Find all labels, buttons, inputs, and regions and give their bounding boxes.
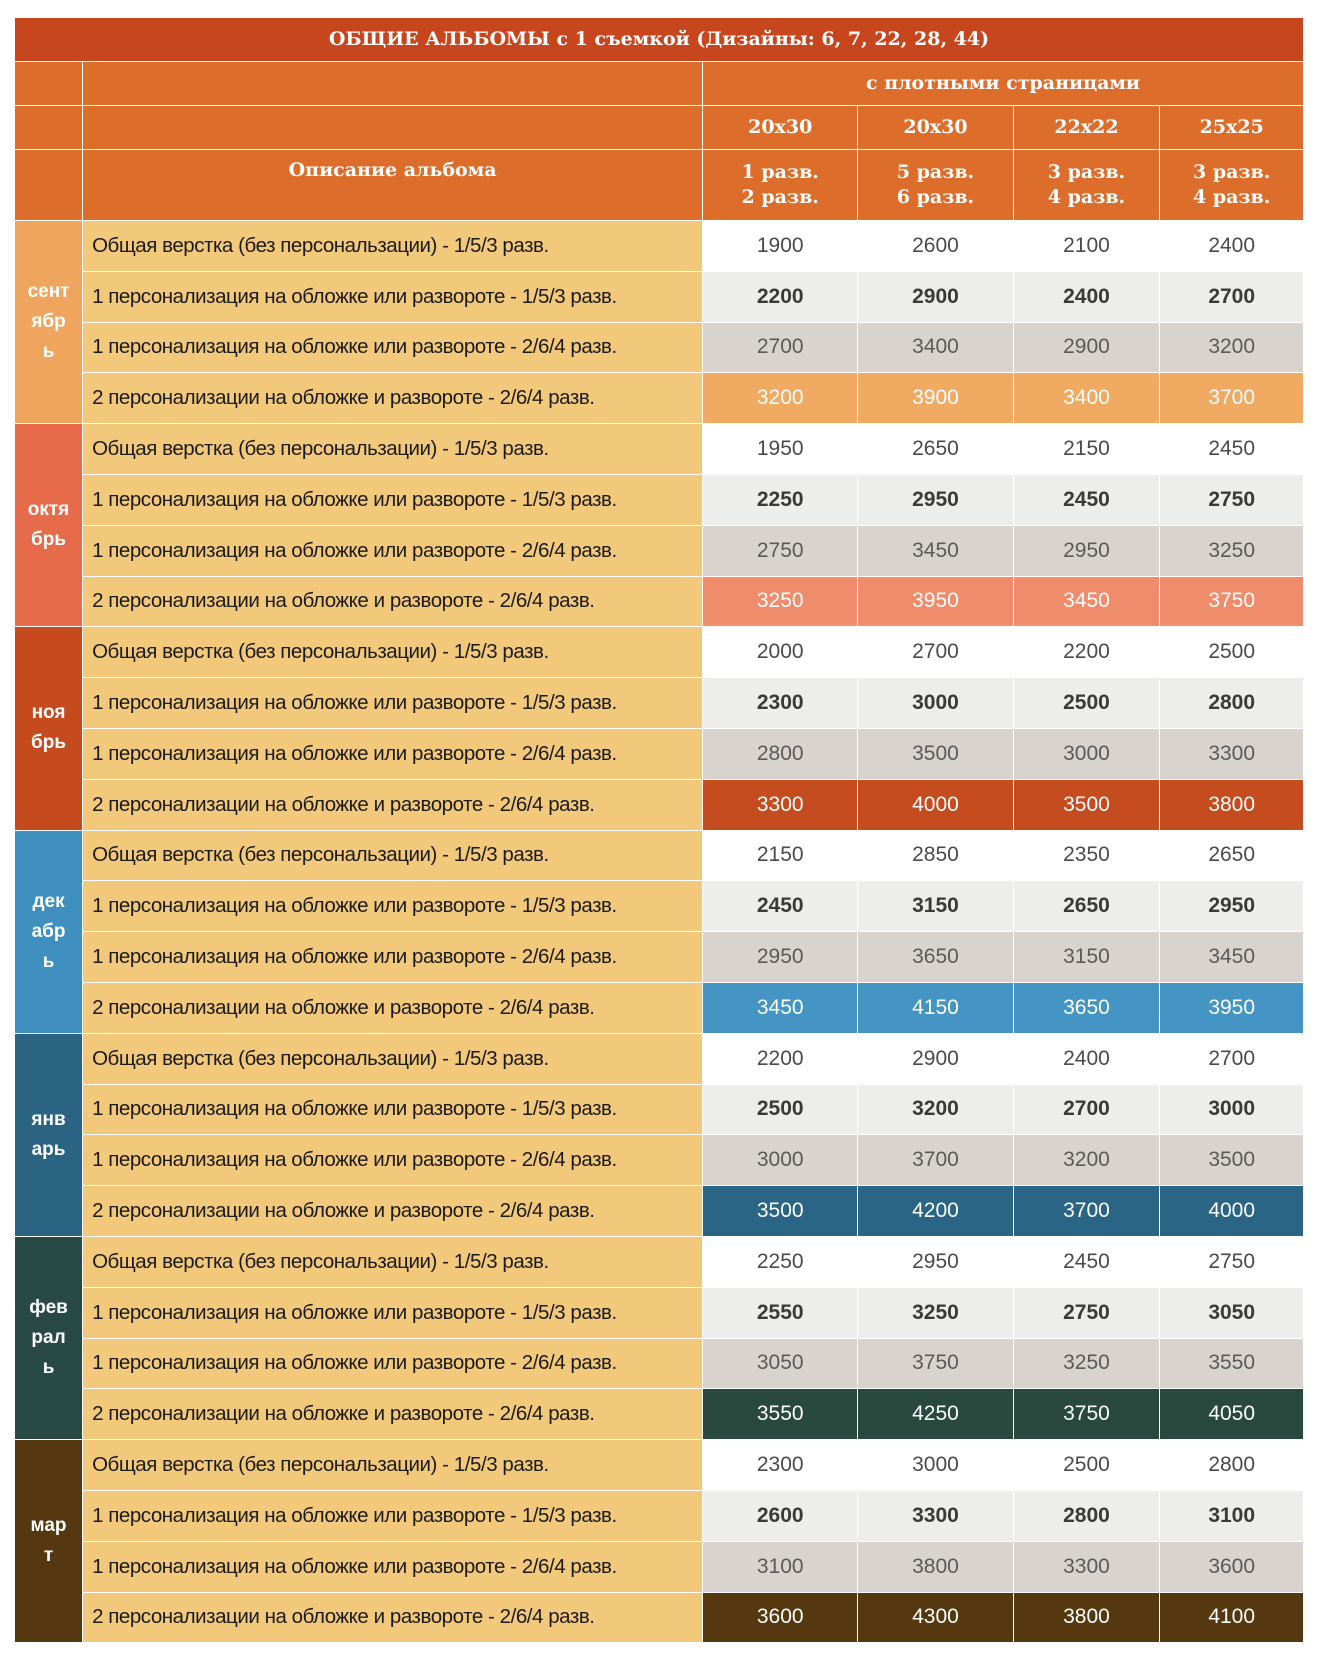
month-label-part: мар xyxy=(30,1515,67,1537)
table-row xyxy=(15,1592,1304,1643)
price-cell: 3950 xyxy=(1160,982,1304,1033)
price-cell: 2950 xyxy=(1013,525,1160,576)
price-cell: 3800 xyxy=(1013,1592,1160,1643)
price-cell: 3450 xyxy=(858,525,1013,576)
price-cell: 2950 xyxy=(1160,881,1304,932)
price-cell: 2800 xyxy=(703,728,858,779)
table-row xyxy=(15,830,1304,881)
price-cell: 2500 xyxy=(703,1084,858,1135)
table-row xyxy=(15,1135,1304,1186)
bottom-strip xyxy=(14,1649,1304,1662)
table-row xyxy=(15,1338,1304,1389)
price-cell: 2500 xyxy=(1013,678,1160,729)
price-cell: 2700 xyxy=(1160,271,1304,322)
row-description: Общая верстка (без персональзации) - 1/5/3 разв. xyxy=(83,830,703,881)
header-blank xyxy=(83,106,703,150)
price-cell: 2300 xyxy=(703,1440,858,1491)
table-row xyxy=(15,932,1304,983)
price-cell: 2150 xyxy=(1013,424,1160,475)
price-cell: 3500 xyxy=(1160,1135,1304,1186)
price-cell: 3500 xyxy=(703,1186,858,1237)
description-header: Описание альбома xyxy=(83,150,703,221)
month-label xyxy=(15,424,83,627)
row-description: 1 персонализация на обложке или развороте - 2/6/4 разв. xyxy=(83,1541,703,1592)
price-cell: 3250 xyxy=(703,576,858,627)
spreads-line: 3 разв. xyxy=(1192,161,1271,183)
table-row xyxy=(15,1033,1304,1084)
price-cell: 3550 xyxy=(703,1389,858,1440)
price-cell: 2900 xyxy=(858,271,1013,322)
price-cell: 2400 xyxy=(1160,221,1304,272)
row-description: 1 персонализация на обложке или развороте - 1/5/3 разв. xyxy=(83,474,703,525)
price-cell: 3250 xyxy=(858,1287,1013,1338)
spreads-header xyxy=(858,150,1013,221)
row-description: Общая верстка (без персональзации) - 1/5/3 разв. xyxy=(83,1033,703,1084)
price-cell: 2400 xyxy=(1013,271,1160,322)
row-description: 1 персонализация на обложке или развороте - 2/6/4 разв. xyxy=(83,322,703,373)
price-cell: 3000 xyxy=(858,678,1013,729)
table-row xyxy=(15,1287,1304,1338)
spreads-line: 4 разв. xyxy=(1047,186,1126,208)
price-cell: 2900 xyxy=(858,1033,1013,1084)
price-cell: 3400 xyxy=(1013,373,1160,424)
month-label-part: брь xyxy=(31,529,67,551)
table-row xyxy=(15,779,1304,830)
row-description: Общая верстка (без персональзации) - 1/5/3 разв. xyxy=(83,221,703,272)
price-cell: 2700 xyxy=(1013,1084,1160,1135)
table-row xyxy=(15,373,1304,424)
table-row xyxy=(15,1236,1304,1287)
price-cell: 3450 xyxy=(703,982,858,1033)
price-cell: 3000 xyxy=(858,1440,1013,1491)
table-row xyxy=(15,576,1304,627)
price-cell: 3250 xyxy=(1160,525,1304,576)
spreads-line: 3 разв. xyxy=(1047,161,1126,183)
month-label-part: брь xyxy=(31,732,67,754)
price-cell: 3550 xyxy=(1160,1338,1304,1389)
price-cell: 3200 xyxy=(703,373,858,424)
spreads-header xyxy=(1160,150,1304,221)
month-label-part: ь xyxy=(42,950,55,972)
price-cell: 4050 xyxy=(1160,1389,1304,1440)
month-label-part: сент xyxy=(27,281,70,303)
table-row xyxy=(15,221,1304,272)
price-cell: 4100 xyxy=(1160,1592,1304,1643)
table-title: ОБЩИЕ АЛЬБОМЫ с 1 съемкой (Дизайны: 6, 7, 22, 28, 44) xyxy=(15,18,1304,62)
row-description: 1 персонализация на обложке или развороте - 1/5/3 разв. xyxy=(83,881,703,932)
price-cell: 2900 xyxy=(1013,322,1160,373)
size-header: 20х30 xyxy=(858,106,1013,150)
price-cell: 3900 xyxy=(858,373,1013,424)
price-cell: 3300 xyxy=(1013,1541,1160,1592)
month-label-part: рал xyxy=(31,1327,66,1349)
row-description: 2 персонализации на обложке и развороте - 2/6/4 разв. xyxy=(83,779,703,830)
price-cell: 2650 xyxy=(1160,830,1304,881)
month-label-part: ноя xyxy=(31,702,66,724)
price-cell: 2200 xyxy=(703,271,858,322)
price-cell: 2100 xyxy=(1013,221,1160,272)
price-cell: 2750 xyxy=(1160,474,1304,525)
price-cell: 3200 xyxy=(1160,322,1304,373)
table-row xyxy=(15,728,1304,779)
price-table xyxy=(14,17,1304,1643)
price-cell: 3100 xyxy=(1160,1490,1304,1541)
price-cell: 2450 xyxy=(1013,474,1160,525)
price-cell: 2650 xyxy=(1013,881,1160,932)
table-row xyxy=(15,1389,1304,1440)
size-header: 22х22 xyxy=(1013,106,1160,150)
row-description: 2 персонализации на обложке и развороте - 2/6/4 разв. xyxy=(83,576,703,627)
spreads-line: 5 разв. xyxy=(896,161,975,183)
price-cell: 2600 xyxy=(703,1490,858,1541)
price-cell: 2450 xyxy=(703,881,858,932)
month-label-part: ь xyxy=(42,341,55,363)
price-cell: 3400 xyxy=(858,322,1013,373)
row-description: 1 персонализация на обложке или развороте - 2/6/4 разв. xyxy=(83,1338,703,1389)
row-description: Общая верстка (без персональзации) - 1/5/3 разв. xyxy=(83,1236,703,1287)
row-description: 2 персонализации на обложке и развороте - 2/6/4 разв. xyxy=(83,982,703,1033)
row-description: 1 персонализация на обложке или развороте - 1/5/3 разв. xyxy=(83,1490,703,1541)
price-cell: 3200 xyxy=(1013,1135,1160,1186)
price-cell: 3800 xyxy=(858,1541,1013,1592)
size-header: 25х25 xyxy=(1160,106,1304,150)
month-label-part: ябр xyxy=(31,311,66,333)
month-label xyxy=(15,830,83,1033)
row-description: 2 персонализации на обложке и развороте - 2/6/4 разв. xyxy=(83,373,703,424)
price-cell: 2200 xyxy=(1013,627,1160,678)
price-cell: 2000 xyxy=(703,627,858,678)
price-cell: 2750 xyxy=(703,525,858,576)
price-cell: 2200 xyxy=(703,1033,858,1084)
row-description: 1 персонализация на обложке или развороте - 2/6/4 разв. xyxy=(83,525,703,576)
table-row xyxy=(15,271,1304,322)
price-cell: 3450 xyxy=(1013,576,1160,627)
price-cell: 2850 xyxy=(858,830,1013,881)
price-cell: 3050 xyxy=(1160,1287,1304,1338)
price-cell: 3000 xyxy=(1160,1084,1304,1135)
table-row xyxy=(15,1186,1304,1237)
table-row xyxy=(15,627,1304,678)
price-cell: 3750 xyxy=(858,1338,1013,1389)
row-description: 2 персонализации на обложке и развороте - 2/6/4 разв. xyxy=(83,1186,703,1237)
price-cell: 2500 xyxy=(1013,1440,1160,1491)
group-row xyxy=(15,62,1304,106)
table-row xyxy=(15,1440,1304,1491)
table-row xyxy=(15,474,1304,525)
price-cell: 2700 xyxy=(703,322,858,373)
price-cell: 2550 xyxy=(703,1287,858,1338)
price-cell: 3300 xyxy=(858,1490,1013,1541)
price-cell: 3500 xyxy=(1013,779,1160,830)
size-row xyxy=(15,106,1304,150)
price-cell: 2500 xyxy=(1160,627,1304,678)
price-cell: 3250 xyxy=(1013,1338,1160,1389)
row-description: 1 персонализация на обложке или развороте - 2/6/4 разв. xyxy=(83,728,703,779)
price-cell: 3200 xyxy=(858,1084,1013,1135)
price-cell: 2650 xyxy=(858,424,1013,475)
price-cell: 3150 xyxy=(1013,932,1160,983)
price-cell: 3150 xyxy=(858,881,1013,932)
price-cell: 2600 xyxy=(858,221,1013,272)
price-cell: 4000 xyxy=(1160,1186,1304,1237)
price-cell: 2700 xyxy=(1160,1033,1304,1084)
row-description: 2 персонализации на обложке и развороте - 2/6/4 разв. xyxy=(83,1592,703,1643)
price-cell: 2450 xyxy=(1160,424,1304,475)
price-cell: 3650 xyxy=(858,932,1013,983)
price-cell: 2150 xyxy=(703,830,858,881)
price-cell: 2950 xyxy=(703,932,858,983)
price-cell: 3700 xyxy=(1160,373,1304,424)
table-row xyxy=(15,525,1304,576)
price-cell: 2800 xyxy=(1160,1440,1304,1491)
month-label-part: т xyxy=(43,1545,54,1567)
spreads-line: 1 разв. xyxy=(741,161,819,183)
table-row xyxy=(15,322,1304,373)
price-cell: 3800 xyxy=(1160,779,1304,830)
table-row xyxy=(15,1490,1304,1541)
price-cell: 3700 xyxy=(1013,1186,1160,1237)
price-cell: 2800 xyxy=(1160,678,1304,729)
row-description: Общая верстка (без персональзации) - 1/5/3 разв. xyxy=(83,424,703,475)
header-blank xyxy=(15,106,83,150)
price-cell: 3750 xyxy=(1160,576,1304,627)
size-header: 20х30 xyxy=(703,106,858,150)
spreads-header xyxy=(703,150,858,221)
price-cell: 2300 xyxy=(703,678,858,729)
row-description: 1 персонализация на обложке или развороте - 2/6/4 разв. xyxy=(83,932,703,983)
row-description: 1 персонализация на обложке или развороте - 2/6/4 разв. xyxy=(83,1135,703,1186)
spreads-line: 2 разв. xyxy=(741,186,819,208)
price-cell: 3000 xyxy=(703,1135,858,1186)
price-cell: 4000 xyxy=(858,779,1013,830)
price-cell: 3000 xyxy=(1013,728,1160,779)
month-label-part: дек xyxy=(32,890,65,912)
price-cell: 3650 xyxy=(1013,982,1160,1033)
price-cell: 1900 xyxy=(703,221,858,272)
price-cell: 2800 xyxy=(1013,1490,1160,1541)
spreads-row xyxy=(15,150,1304,221)
row-description: 2 персонализации на обложке и развороте - 2/6/4 разв. xyxy=(83,1389,703,1440)
price-cell: 3700 xyxy=(858,1135,1013,1186)
price-cell: 3950 xyxy=(858,576,1013,627)
table-row xyxy=(15,1541,1304,1592)
month-label-part: янв xyxy=(31,1108,66,1130)
price-cell: 2750 xyxy=(1160,1236,1304,1287)
price-cell: 2250 xyxy=(703,1236,858,1287)
price-cell: 3300 xyxy=(703,779,858,830)
month-label xyxy=(15,627,83,830)
month-label-part: фев xyxy=(29,1297,68,1319)
price-cell: 2250 xyxy=(703,474,858,525)
price-cell: 4250 xyxy=(858,1389,1013,1440)
title-row xyxy=(15,18,1304,62)
price-cell: 2350 xyxy=(1013,830,1160,881)
price-cell: 3600 xyxy=(1160,1541,1304,1592)
row-description: 1 персонализация на обложке или развороте - 1/5/3 разв. xyxy=(83,1084,703,1135)
price-cell: 4150 xyxy=(858,982,1013,1033)
price-cell: 4200 xyxy=(858,1186,1013,1237)
price-cell: 2950 xyxy=(858,474,1013,525)
price-cell: 4300 xyxy=(858,1592,1013,1643)
price-cell: 3100 xyxy=(703,1541,858,1592)
month-label-part: ь xyxy=(42,1357,55,1379)
price-cell: 2950 xyxy=(858,1236,1013,1287)
price-cell: 2400 xyxy=(1013,1033,1160,1084)
month-label-part: октя xyxy=(27,499,70,521)
table-row xyxy=(15,982,1304,1033)
price-cell: 1950 xyxy=(703,424,858,475)
month-label xyxy=(15,221,83,424)
table-row xyxy=(15,424,1304,475)
row-description: Общая верстка (без персональзации) - 1/5/3 разв. xyxy=(83,627,703,678)
month-label-part: абр xyxy=(31,920,66,942)
price-cell: 2450 xyxy=(1013,1236,1160,1287)
spreads-line: 4 разв. xyxy=(1192,186,1271,208)
row-description: 1 персонализация на обложке или развороте - 1/5/3 разв. xyxy=(83,678,703,729)
header-blank xyxy=(15,150,83,221)
month-label xyxy=(15,1440,83,1643)
month-label-part: арь xyxy=(31,1138,66,1160)
row-description: Общая верстка (без персональзации) - 1/5/3 разв. xyxy=(83,1440,703,1491)
row-description: 1 персонализация на обложке или развороте - 1/5/3 разв. xyxy=(83,1287,703,1338)
month-label xyxy=(15,1033,83,1236)
table-row xyxy=(15,678,1304,729)
price-cell: 2750 xyxy=(1013,1287,1160,1338)
table-row xyxy=(15,881,1304,932)
month-label xyxy=(15,1236,83,1439)
price-cell: 2700 xyxy=(858,627,1013,678)
header-blank xyxy=(83,62,703,106)
spreads-header xyxy=(1013,150,1160,221)
table-row xyxy=(15,1084,1304,1135)
header-blank xyxy=(15,62,83,106)
group-label: с плотными страницами xyxy=(703,62,1304,106)
price-cell: 3750 xyxy=(1013,1389,1160,1440)
row-description: 1 персонализация на обложке или развороте - 1/5/3 разв. xyxy=(83,271,703,322)
spreads-line: 6 разв. xyxy=(896,186,975,208)
price-cell: 3050 xyxy=(703,1338,858,1389)
price-cell: 3300 xyxy=(1160,728,1304,779)
price-cell: 3500 xyxy=(858,728,1013,779)
price-cell: 3450 xyxy=(1160,932,1304,983)
price-cell: 3600 xyxy=(703,1592,858,1643)
